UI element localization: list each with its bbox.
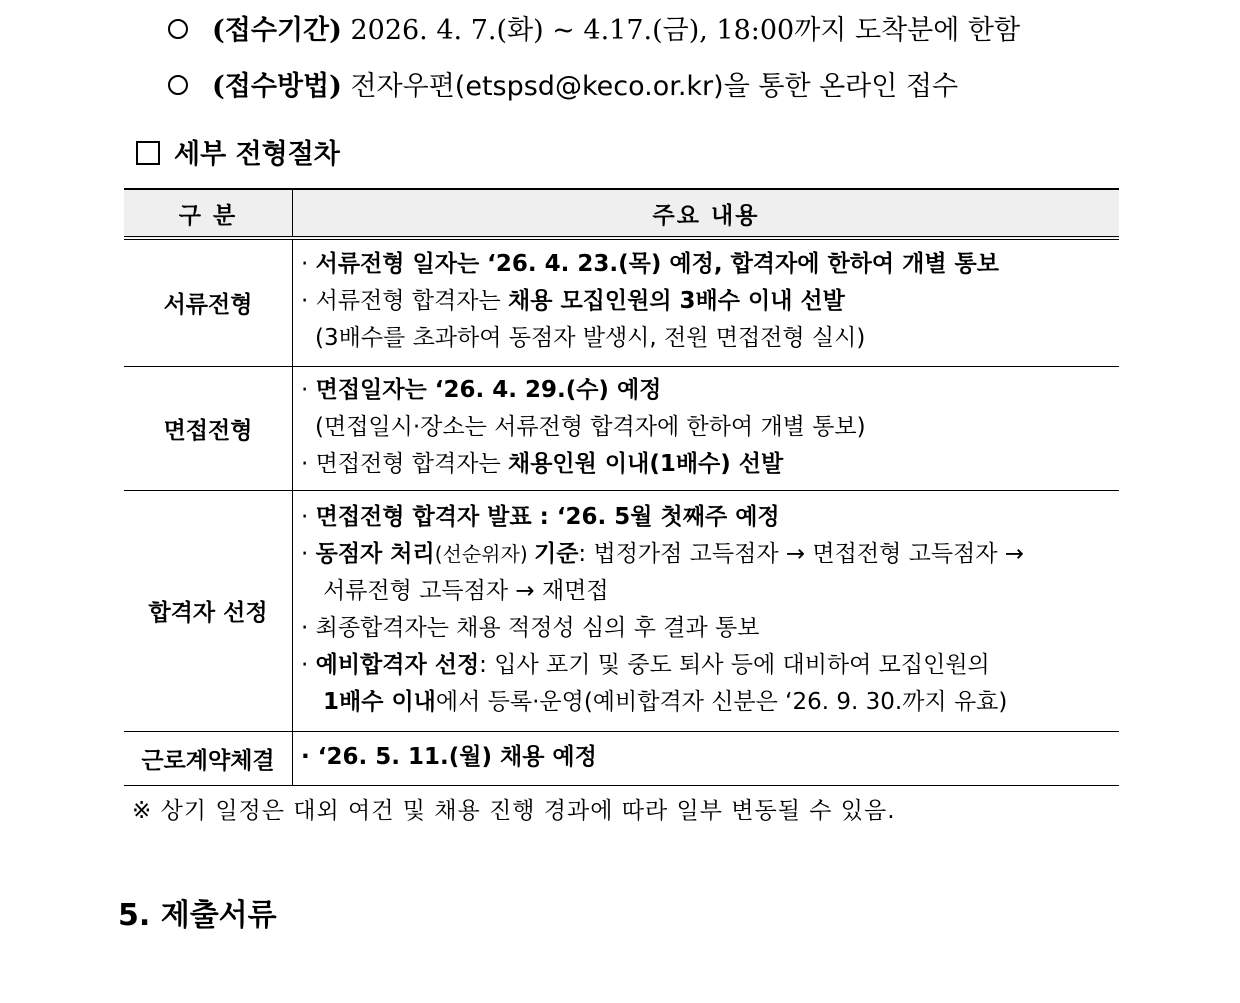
schedule-note: ※ 상기 일정은 대외 여건 및 채용 진행 경과에 따라 일부 변동될 수 있음. xyxy=(132,798,896,824)
content-line: · 동점자 처리(선순위자) 기준: 법정가점 고득점자 → 면접전형 고득점자 → xyxy=(301,540,1025,567)
content-line: (면접일시·장소는 서류전형 합격자에 한하여 개별 통보) xyxy=(315,413,866,440)
table-row xyxy=(124,490,1119,731)
section-heading: 5. 제출서류 xyxy=(118,898,277,933)
content-line: · 예비합격자 선정: 입사 포기 및 중도 퇴사 등에 대비하여 모집인원의 xyxy=(301,651,990,678)
row-category: 근로계약체결 xyxy=(141,747,275,774)
header-category: 구 분 xyxy=(124,189,293,238)
content-line: · 서류전형 일자는 ‘26. 4. 23.(목) 예정, 합격자에 한하여 개별 통보 xyxy=(301,251,999,278)
table-row xyxy=(124,238,1119,366)
reception-period: (접수기간) 2026. 4. 7.(화) ~ 4.17.(금), 18:00까지 도착분에 한함 xyxy=(168,8,1020,47)
row-content xyxy=(293,731,1120,785)
reception-method: (접수방법) 전자우편(etspsd@keco.or.kr)을 통한 온라인 접수 xyxy=(168,64,958,103)
content-line: · 면접전형 합격자는 채용인원 이내(1배수) 선발 xyxy=(301,450,784,477)
row-content xyxy=(293,490,1120,731)
content-line: · 최종합격자는 채용 적정성 심의 후 결과 통보 xyxy=(301,614,760,641)
row-content xyxy=(293,366,1120,490)
content-line: (3배수를 초과하여 동점자 발생시, 전원 면접전형 실시) xyxy=(315,325,866,352)
row-category: 합격자 선정 xyxy=(148,600,268,626)
process-table xyxy=(124,188,1119,786)
content-line: · 면접일자는 ‘26. 4. 29.(수) 예정 xyxy=(301,376,662,403)
row-content xyxy=(293,238,1120,366)
circle-bullet-icon xyxy=(168,19,188,39)
table-row xyxy=(124,731,1119,785)
table-header-row xyxy=(124,189,1119,238)
content-line: · 면접전형 합격자 발표 : ‘26. 5월 첫째주 예정 xyxy=(301,503,780,530)
table-row xyxy=(124,366,1119,490)
header-content: 주요 내용 xyxy=(293,189,1120,238)
checkbox-square-icon xyxy=(136,141,160,165)
content-line: 서류전형 고득점자 → 재면접 xyxy=(323,577,609,604)
row-category: 면접전형 xyxy=(163,417,253,444)
row-category: 서류전형 xyxy=(163,292,253,319)
content-line: · ‘26. 5. 11.(월) 채용 예정 xyxy=(301,743,597,770)
content-line: · 서류전형 합격자는 채용 모집인원의 3배수 이내 선발 xyxy=(301,288,845,315)
circle-bullet-icon xyxy=(168,75,188,95)
content-line: 1배수 이내에서 등록·운영(예비합격자 신분은 ‘26. 9. 30.까지 유효) xyxy=(323,688,1008,715)
section-title: 세부 전형절차 xyxy=(136,132,340,171)
